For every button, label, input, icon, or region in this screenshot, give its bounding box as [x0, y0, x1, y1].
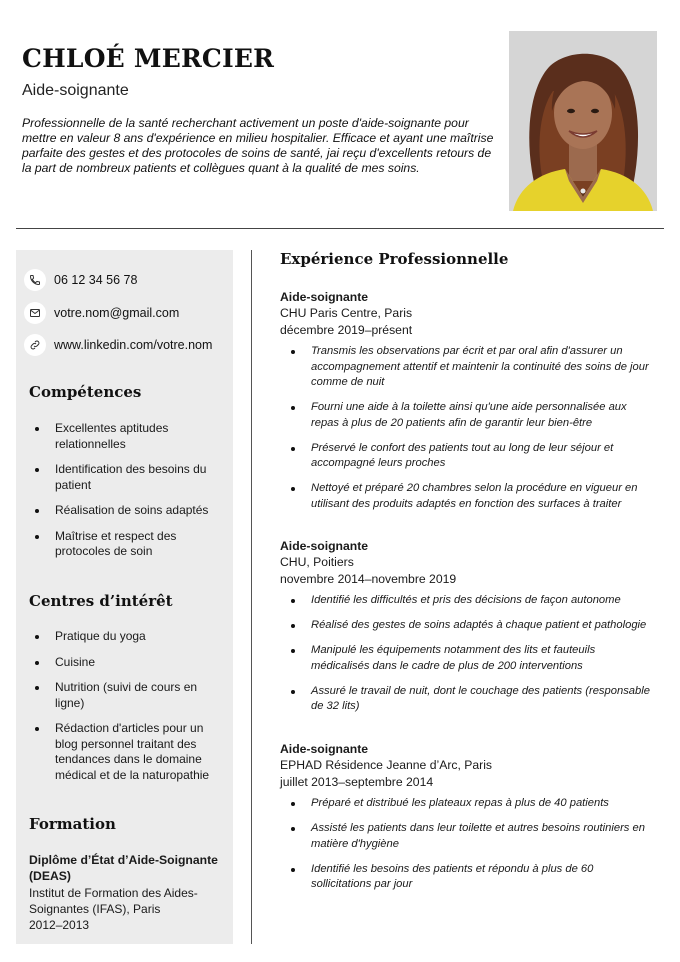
list-item: Identifié les besoins des patients et répondu à plus de 60 sollicitations par jour — [280, 862, 650, 893]
job-tasks — [280, 344, 650, 512]
profile-photo — [509, 31, 657, 211]
job-entry — [280, 289, 650, 522]
job-employer: EPHAD Résidence Jeanne d’Arc, Paris — [280, 758, 493, 772]
list-item: Identifié les difficultés et pris des décisions de façon autonome — [280, 593, 650, 609]
list-item: Réalisation de soins adaptés — [30, 503, 225, 519]
experience-section — [280, 250, 650, 890]
contact-linkedin-text[interactable]: www.linkedin.com/votre.nom — [54, 338, 213, 352]
phone-icon — [24, 269, 46, 291]
job-tasks — [280, 796, 650, 893]
envelope-icon — [24, 302, 46, 324]
contact-phone — [24, 268, 229, 292]
profile-summary: Professionnelle de la santé recherchant activement un poste d'aide-soignante pour mettre en valeur 8 ans d'expérience en milieu hospitalier. Efficace et ayant une maîtrise parfaite des gestes et des protocoles de soins de santé, jai reçu d'excellents retours de la part de nombreux patients et collègues quant à la qualité de mes soins. — [22, 116, 494, 175]
list-item: Rédaction d'articles pour un blog personnel traitant des tendances dans le domaine médical et de la naturopathie — [30, 721, 225, 783]
candidate-name: CHLOÉ MERCIER — [22, 44, 275, 73]
education-degree: Diplôme d’État d’Aide-Soignante (DEAS) — [29, 853, 218, 883]
job-tasks — [280, 593, 650, 715]
list-item: Identification des besoins du patient — [30, 462, 225, 493]
job-title: Aide-soignante — [280, 290, 369, 304]
contact-email[interactable] — [24, 301, 229, 325]
list-item: Pratique du yoga — [30, 629, 225, 645]
job-dates: décembre 2019–présent — [280, 323, 413, 337]
skills-title: Compétences — [29, 383, 142, 401]
job-dates: novembre 2014–novembre 2019 — [280, 572, 457, 586]
link-icon — [24, 334, 46, 356]
job-entry — [280, 741, 650, 902]
header-divider — [16, 228, 664, 229]
list-item: Transmis les observations par écrit et par oral afin d'assurer un accompagnement attentif et maintenir la continuité des soins de jour comme de nuit — [280, 344, 650, 391]
list-item: Assisté les patients dans leur toilette et autres besoins routiniers en matière d'hygiène — [280, 821, 650, 852]
column-divider — [251, 250, 252, 944]
interests-list — [30, 629, 225, 793]
list-item: Nutrition (suivi de cours en ligne) — [30, 680, 225, 711]
list-item: Assuré le travail de nuit, dont le couchage des patients (responsable de 32 lits) — [280, 684, 650, 715]
contact-linkedin[interactable] — [24, 333, 229, 357]
job-employer: CHU Paris Centre, Paris — [280, 306, 413, 320]
list-item: Manipulé les équipements notamment des lits et fauteuils médicalisés dans le cadre de plus de 200 interventions — [280, 643, 650, 674]
candidate-role: Aide-soignante — [22, 82, 129, 99]
sidebar — [16, 250, 233, 944]
skills-list — [30, 421, 225, 570]
contact-phone-text: 06 12 34 56 78 — [54, 273, 138, 287]
job-entry — [280, 538, 650, 724]
job-dates: juillet 2013–septembre 2014 — [280, 775, 434, 789]
education-school: Institut de Formation des Aides-Soignantes (IFAS), Paris — [29, 886, 198, 916]
education-years: 2012–2013 — [29, 918, 90, 932]
list-item: Réalisé des gestes de soins adaptés à chaque patient et pathologie — [280, 618, 650, 634]
job-title: Aide-soignante — [280, 742, 369, 756]
experience-title: Expérience Professionnelle — [280, 250, 509, 268]
list-item: Excellentes aptitudes relationnelles — [30, 421, 225, 452]
list-item: Préparé et distribué les plateaux repas à plus de 40 patients — [280, 796, 650, 812]
interests-title: Centres d’intérêt — [29, 592, 173, 610]
list-item: Maîtrise et respect des protocoles de soin — [30, 529, 225, 560]
list-item: Nettoyé et préparé 20 chambres selon la procédure en vigueur en utilisant des produits adaptés en fonction des surfaces à traiter — [280, 481, 650, 512]
contact-email-text[interactable]: votre.nom@gmail.com — [54, 306, 180, 320]
education-title: Formation — [29, 815, 116, 833]
list-item: Fourni une aide à la toilette ainsi qu'une aide personnalisée aux repas à plus de 20 patients afin de garantir leur bien-être — [280, 400, 650, 431]
job-title: Aide-soignante — [280, 539, 369, 553]
list-item: Préservé le confort des patients tout au long de leur séjour et accompagné leurs proches — [280, 441, 650, 472]
education-entry — [29, 852, 224, 933]
list-item: Cuisine — [30, 655, 225, 671]
job-employer: CHU, Poitiers — [280, 555, 354, 569]
resume-header — [22, 30, 502, 176]
